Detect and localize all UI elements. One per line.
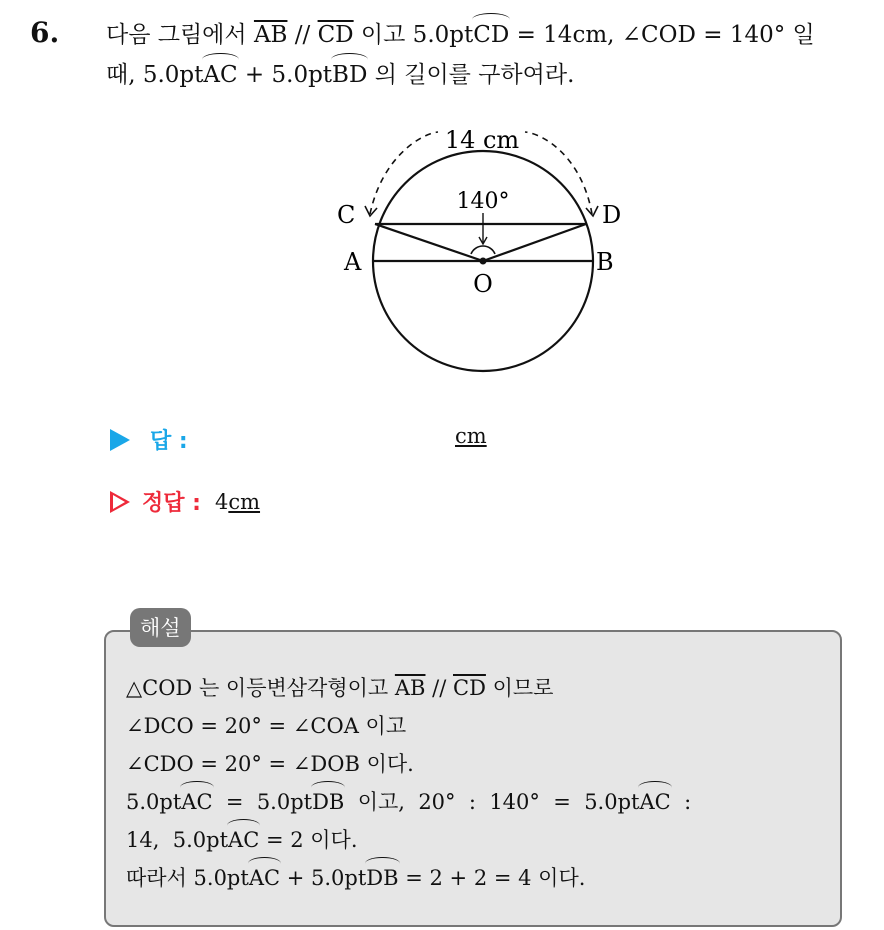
arc-AC: AC <box>248 866 281 890</box>
angle-arc <box>471 246 495 254</box>
arc-CD: CD <box>473 22 510 48</box>
center-point <box>480 258 487 265</box>
correct-unit: cm <box>228 489 261 514</box>
label-B: B <box>596 248 614 276</box>
correct-value: 4 <box>214 489 229 514</box>
segment-AB: $\overline{AB}$ <box>253 22 288 48</box>
circle-figure <box>320 118 640 408</box>
arc-AC: AC <box>203 62 238 88</box>
text-part: 다음 그림에서 <box>106 22 254 48</box>
text-part: = 2 이다. <box>259 828 358 852</box>
text-part: = 5.0pt <box>212 790 313 814</box>
angle-label: 140° <box>456 189 510 214</box>
arc-DB: DB <box>312 790 345 814</box>
text-part: = 2 + 2 = 4 이다. <box>398 866 586 890</box>
correct-answer-value <box>215 490 260 514</box>
solution-line-5 <box>126 824 358 854</box>
problem-number: 6. <box>30 16 60 49</box>
answer-unit[interactable]: cm <box>455 424 487 448</box>
problem-text-line2 <box>106 56 574 89</box>
solution-line-1 <box>126 672 553 702</box>
label-O: O <box>473 270 493 298</box>
segment-CD: $\overline{CD}$ <box>317 22 354 48</box>
text-part: 의 길이를 구하여라. <box>367 62 575 88</box>
text-part: 때, 5.0pt <box>106 62 204 88</box>
problem-text-line1 <box>106 16 815 49</box>
solution-line-4 <box>126 786 691 816</box>
dashed-arc-left <box>370 132 438 214</box>
outline-arrow-icon <box>110 491 130 513</box>
label-D: D <box>602 201 622 229</box>
label-A: A <box>344 248 362 276</box>
dashed-arc-right <box>525 132 592 214</box>
segment-OD <box>483 224 586 261</box>
play-arrow-icon <box>110 429 130 451</box>
arc-AC: AC <box>228 828 260 852</box>
text-part: 이고, 20° : 140° = 5.0pt <box>344 790 640 814</box>
text-part: 14, 5.0pt <box>126 828 229 852</box>
solution-line-3: ∠CDO = 20° = ∠DOB 이다. <box>126 752 414 776</box>
answer-row <box>110 424 188 455</box>
arc-length-label: 14 cm <box>444 126 520 154</box>
text-part: = 14cm, ∠COD = 140° 일 <box>509 22 815 48</box>
text-part: △COD 는 이등변삼각형이고 <box>126 676 395 700</box>
label-C: C <box>337 201 356 229</box>
arc-DB: DB <box>366 866 399 890</box>
parallel-symbol: // <box>287 22 318 48</box>
answer-label: 답 : <box>150 429 188 454</box>
text-part: 이므로 <box>485 676 554 700</box>
solution-tag: 해설 <box>130 608 191 647</box>
correct-answer-row <box>110 486 260 517</box>
text-part: + 5.0pt <box>280 866 367 890</box>
correct-answer-label: 정답 : <box>142 491 201 516</box>
segment-OC <box>375 224 483 261</box>
text-part: 5.0pt <box>126 790 182 814</box>
text-part: + 5.0pt <box>237 62 333 88</box>
segment-CD: $\overline{CD}$ <box>453 676 486 700</box>
solution-line-6 <box>126 862 585 892</box>
solution-line-2: ∠DCO = 20° = ∠COA 이고 <box>126 714 407 738</box>
text-part: 따라서 5.0pt <box>126 866 249 890</box>
segment-AB: $\overline{AB}$ <box>394 676 426 700</box>
arc-AC: AC <box>181 790 213 814</box>
text-part: : <box>670 790 692 814</box>
arc-BD: BD <box>332 62 368 88</box>
arc-AC: AC <box>639 790 671 814</box>
parallel-symbol: // <box>425 676 453 700</box>
text-part: 이고 5.0pt <box>353 22 474 48</box>
